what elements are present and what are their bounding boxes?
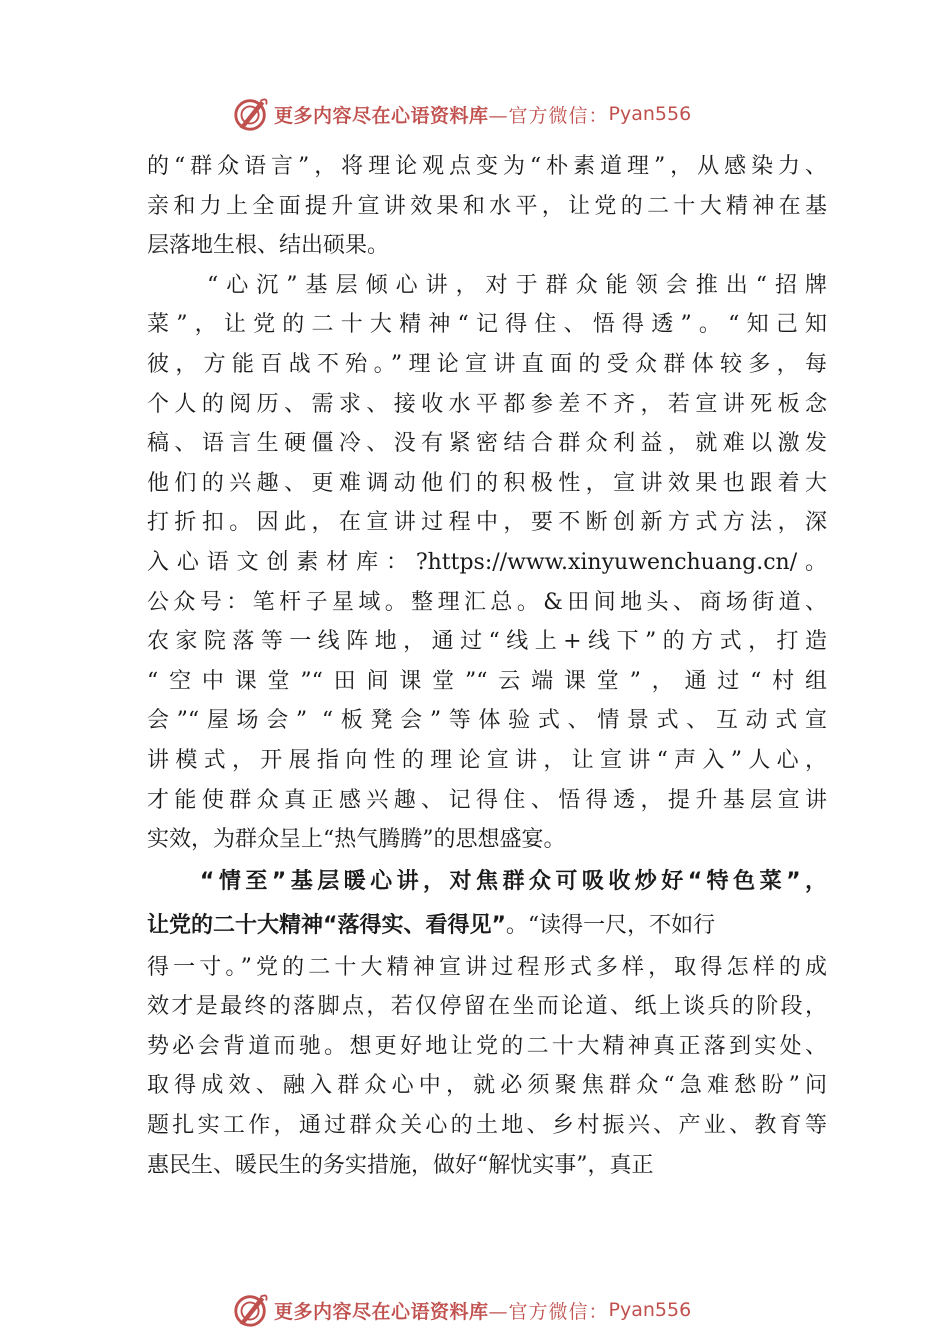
text-line: 讲模式，开展指向性的理论宣讲，让宣讲“声入”人心， [147, 747, 827, 773]
text-line: 农家院落等一线阵地，通过“线上+线下”的方式，打造 [147, 629, 827, 655]
text-line: 他们的兴趣、更难调动他们的积极性，宣讲效果也跟着大 [147, 470, 827, 496]
text-line: 会”“屋场会” “板凳会”等体验式、情景式、互动式宣 [147, 708, 827, 734]
header-banner [232, 94, 691, 134]
text-line: 亲和力上全面提升宣讲效果和水平，让党的二十大精神在基 [147, 193, 827, 219]
heading-continuation: 让党的二十大精神“落得实、看得见” [147, 912, 506, 938]
banner-separator: —官方微信： [488, 1300, 609, 1323]
text-line: 入心语文创素材库：?https://www.xinyuwenchuang.cn/。 [147, 549, 827, 575]
quill-logo-icon [232, 95, 270, 133]
text-line: 的“群众语言”，将理论观点变为“朴素道理”，从感染力、 [147, 154, 827, 179]
footer-banner [232, 1290, 691, 1330]
text-line: 稿、语言生硬僵冷、没有紧密结合群众利益，就难以激发 [147, 431, 827, 457]
text-line: 菜”，让党的二十大精神“记得住、悟得透”。“知己知 [147, 312, 827, 338]
document-body [147, 147, 827, 1185]
section-heading: “情至”基层暖心讲，对焦群众可吸收炒好“特色菜”， [147, 868, 827, 894]
text-line [147, 904, 827, 948]
text-line: 势必会背道而驰。想更好地让党的二十大精神真正落到实处、 [147, 1033, 827, 1059]
text-line: 才能使群众真正感兴趣、记得住、悟得透，提升基层宣讲 [147, 787, 827, 813]
text-line: “心沉”基层倾心讲，对于群众能领会推出“招牌 [147, 272, 827, 298]
banner-separator: —官方微信： [488, 104, 609, 127]
banner-title: 更多内容尽在心语资料库 [274, 104, 489, 127]
text-line: 公众号：笔杆子星域。整理汇总。&田间地头、商场街道、 [147, 589, 827, 615]
text-run: 。“读得一尺，不如行 [505, 912, 716, 938]
text-line: 得一寸。”党的二十大精神宣讲过程形式多样，取得怎样的成 [147, 954, 827, 980]
text-line: 惠民生、暖民生的务实措施，做好“解忧实事”，真正 [147, 1152, 654, 1178]
banner-wechat-id: Pyan556 [608, 1299, 692, 1321]
banner-wechat-id: Pyan556 [608, 103, 692, 125]
text-line: 打折扣。因此，在宣讲过程中，要不断创新方式方法，深 [147, 510, 827, 536]
text-line: 彼，方能百战不殆。”理论宣讲直面的受众群体较多，每 [147, 351, 827, 377]
banner-title: 更多内容尽在心语资料库 [274, 1300, 489, 1323]
text-line: 题扎实工作，通过群众关心的土地、乡村振兴、产业、教育等 [147, 1113, 827, 1139]
text-line: 个人的阅历、需求、接收水平都参差不齐，若宣讲死板念 [147, 391, 827, 417]
quill-logo-icon [232, 1291, 270, 1329]
text-line: “空中课堂”“田间课堂”“云端课堂”，通过“村组 [147, 668, 827, 694]
text-line: 实效，为群众呈上“热气腾腾”的思想盛宴。 [147, 827, 566, 853]
text-line: 层落地生根、结出硕果。 [147, 233, 390, 259]
text-line: 效才是最终的落脚点，若仅停留在坐而论道、纸上谈兵的阶段， [147, 994, 827, 1020]
text-line: 取得成效、融入群众心中，就必须聚焦群众“急难愁盼”问 [147, 1073, 827, 1099]
